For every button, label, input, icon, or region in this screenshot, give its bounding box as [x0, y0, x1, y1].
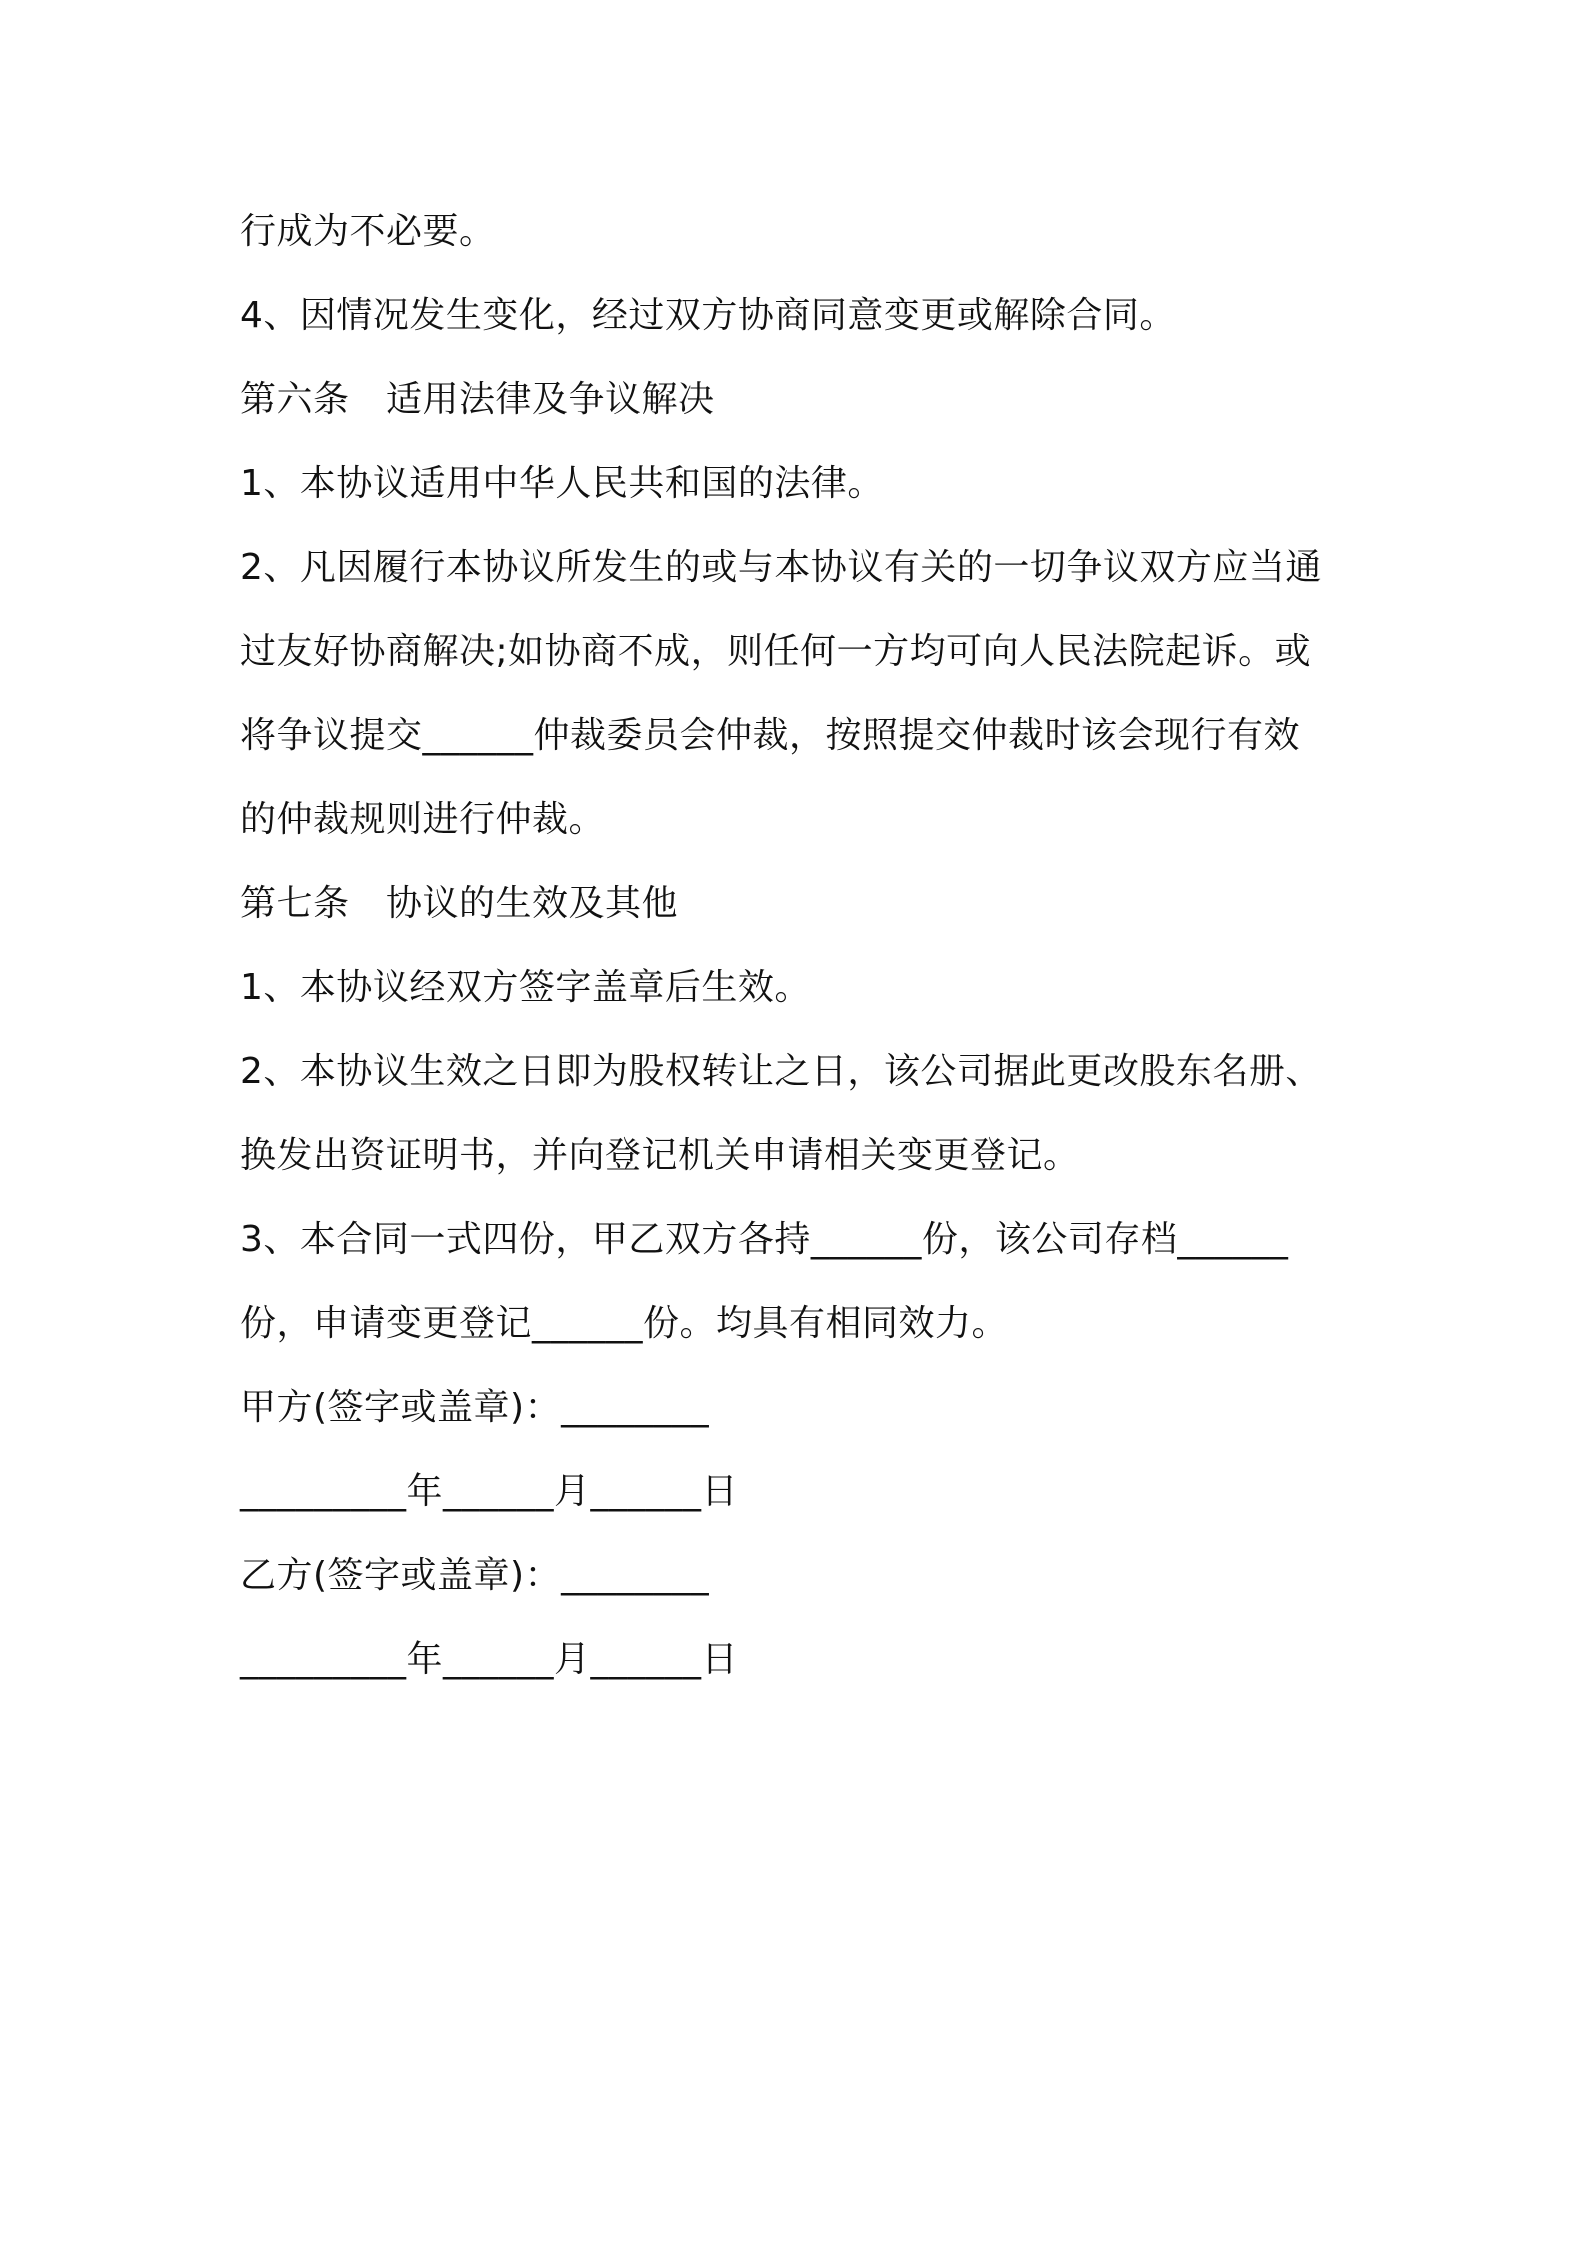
- article-7-item-3-line-2: 份，申请变更登记______份。均具有相同效力。: [240, 1303, 1009, 1344]
- paragraph-continuation: 行成为不必要。: [240, 211, 496, 252]
- article-7-item-1: 1、本协议经双方签字盖章后生效。: [240, 967, 811, 1008]
- article-6-item-2-line-2: 过友好协商解决;如协商不成，则任何一方均可向人民法院起诉。或: [240, 631, 1312, 672]
- article-6-item-2-line-1: 2、凡因履行本协议所发生的或与本协议有关的一切争议双方应当通: [240, 547, 1322, 588]
- party-b-date: _________年______月______日: [240, 1639, 738, 1680]
- article-6-item-1: 1、本协议适用中华人民共和国的法律。: [240, 463, 884, 504]
- article-7-heading: 第七条 协议的生效及其他: [240, 883, 679, 924]
- article-7-item-2-line-2: 换发出资证明书，并向登记机关申请相关变更登记。: [240, 1135, 1080, 1176]
- party-a-date: _________年______月______日: [240, 1471, 738, 1512]
- article-6-item-2-line-3: 将争议提交______仲裁委员会仲裁，按照提交仲裁时该会现行有效: [240, 715, 1301, 756]
- article-7-item-3-line-1: 3、本合同一式四份，甲乙双方各持______份，该公司存档______: [240, 1219, 1289, 1260]
- party-b-signature: 乙方(签字或盖章)：________: [240, 1555, 710, 1596]
- clause-item-4: 4、因情况发生变化，经过双方协商同意变更或解除合同。: [240, 295, 1176, 336]
- article-6-item-2-line-4: 的仲裁规则进行仲裁。: [240, 799, 606, 840]
- party-a-signature: 甲方(签字或盖章)：________: [240, 1387, 710, 1428]
- article-6-heading: 第六条 适用法律及争议解决: [240, 379, 715, 420]
- article-7-item-2-line-1: 2、本协议生效之日即为股权转让之日，该公司据此更改股东名册、: [240, 1051, 1322, 1092]
- document-body: [240, 190, 1360, 1702]
